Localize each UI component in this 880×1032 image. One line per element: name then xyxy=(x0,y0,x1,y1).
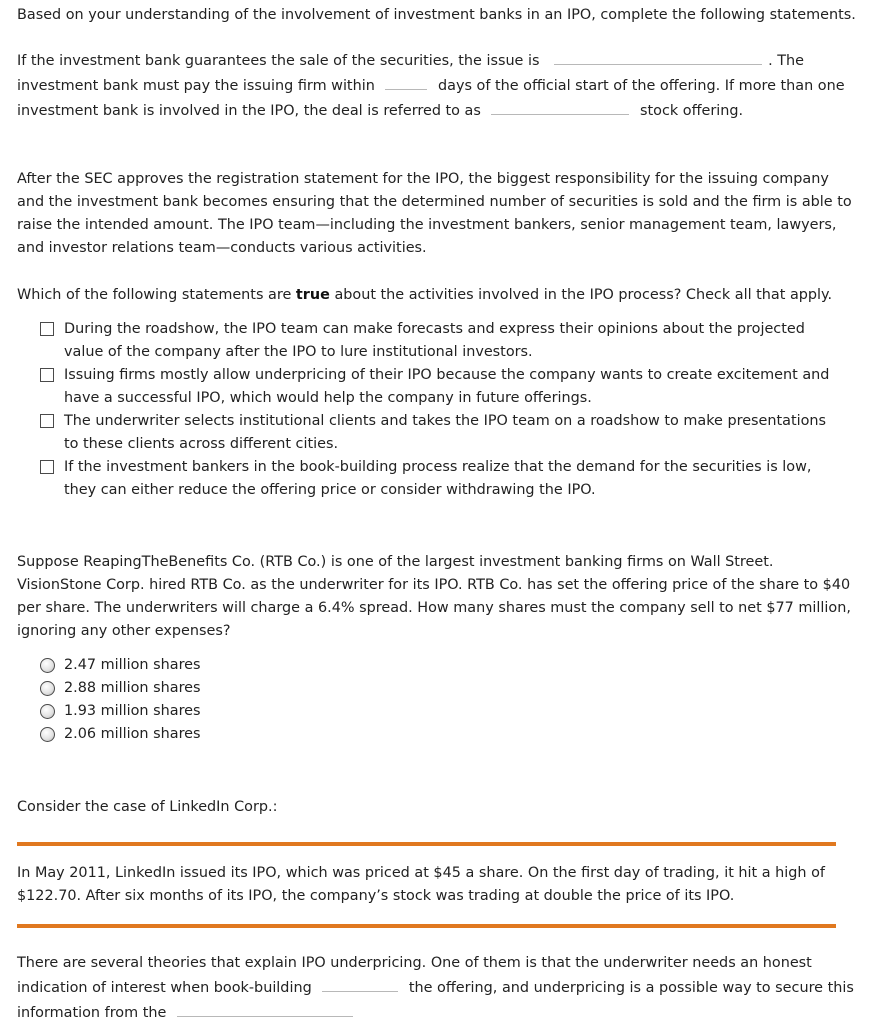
checkbox[interactable] xyxy=(40,414,54,428)
intro-sentence: Based on your understanding of the involvement of investment banks in an IPO, complete the following statements. xyxy=(17,7,856,23)
q2-prompt xyxy=(17,284,860,307)
top-divider xyxy=(17,842,836,846)
radio-button[interactable] xyxy=(40,704,55,719)
q3-option[interactable] xyxy=(40,700,840,723)
checkbox[interactable] xyxy=(40,368,54,382)
q2-option[interactable] xyxy=(40,318,840,364)
radio-button[interactable] xyxy=(40,658,55,673)
q3-prompt-text: Suppose ReapingTheBenefits Co. (RTB Co.) is one of the largest investment banking firms on Wall Street. VisionStone Corp. hired RTB Co. as the underwriter for its IPO. RTB Co. has set the offering price of the share to $40 per share. The underwriters will charge a 6.4% spread. How many shares must the company sell to net $77 million, ignoring any other expenses? xyxy=(17,554,851,639)
q3-option[interactable] xyxy=(40,654,840,677)
q1-part3: days of the official start of the offering. If more than one investment bank is involved in the IPO, the deal is referred to as xyxy=(17,78,845,119)
theories-part2: the offering, and underpricing is a possible way to secure this information from the xyxy=(17,980,854,1021)
option-label: The underwriter selects institutional clients and takes the IPO team on a roadshow to make presentations to these clients across different cities. xyxy=(64,413,827,452)
option-label: 2.06 million shares xyxy=(64,726,201,742)
sec-paragraph-text: After the SEC approves the registration statement for the IPO, the biggest responsibility for the issuing company and the investment bank becomes ensuring that the determined number of securities is sold and the firm is able to raise the intended amount. The IPO team—including the investment bankers, senior management team, lawyers, and investor relations team—conducts various activities. xyxy=(17,171,852,256)
q3-option[interactable] xyxy=(40,723,840,746)
q2-option[interactable] xyxy=(40,410,840,456)
q2-prompt-before: Which of the following statements are xyxy=(17,287,292,303)
information-source-blank[interactable] xyxy=(177,1000,353,1017)
radio-button[interactable] xyxy=(40,681,55,696)
days-blank[interactable] xyxy=(385,73,427,90)
theories-paragraph xyxy=(17,952,860,1025)
sec-paragraph xyxy=(17,168,860,260)
q3-prompt xyxy=(17,551,860,643)
q2-options xyxy=(40,318,840,502)
option-label: 2.88 million shares xyxy=(64,680,201,696)
linkedin-case-text: In May 2011, LinkedIn issued its IPO, which was priced at $45 a share. On the first day of trading, it hit a high of $122.70. After six months of its IPO, the company’s stock was trading at double the price of its IPO. xyxy=(17,865,825,904)
checkbox[interactable] xyxy=(40,322,54,336)
q1-part2: . The investment bank must pay the issuing firm within xyxy=(17,53,804,94)
linkedin-case xyxy=(17,862,860,908)
q1-fill-in xyxy=(17,48,860,123)
bottom-divider xyxy=(17,924,836,928)
intro-text xyxy=(17,4,860,27)
q3-option[interactable] xyxy=(40,677,840,700)
option-label: 2.47 million shares xyxy=(64,657,201,673)
q2-option[interactable] xyxy=(40,456,840,502)
theories-part1: There are several theories that explain IPO underpricing. One of them is that the underwriter needs an honest indication of interest when book-building xyxy=(17,955,812,996)
option-label: If the investment bankers in the book-building process realize that the demand for the securities is low, they can either reduce the offering price or consider withdrawing the IPO. xyxy=(64,459,812,498)
q2-prompt-after: about the activities involved in the IPO process? Check all that apply. xyxy=(334,287,833,303)
option-label: Issuing firms mostly allow underpricing of their IPO because the company wants to create excitement and have a successful IPO, which would help the company in future offerings. xyxy=(64,367,830,406)
q2-prompt-bold: true xyxy=(295,287,330,303)
option-label: During the roadshow, the IPO team can make forecasts and express their opinions about the projected value of the company after the IPO to lure institutional investors. xyxy=(64,321,805,360)
option-label: 1.93 million shares xyxy=(64,703,201,719)
q3-options xyxy=(40,654,840,746)
linkedin-heading xyxy=(17,796,860,819)
issue-type-blank[interactable] xyxy=(554,48,762,65)
q1-part4: stock offering. xyxy=(640,103,744,119)
linkedin-heading-text: Consider the case of LinkedIn Corp.: xyxy=(17,799,278,815)
checkbox[interactable] xyxy=(40,460,54,474)
radio-button[interactable] xyxy=(40,727,55,742)
q2-option[interactable] xyxy=(40,364,840,410)
offering-type-blank[interactable] xyxy=(491,98,629,115)
book-building-blank[interactable] xyxy=(322,975,398,992)
q1-part1: If the investment bank guarantees the sale of the securities, the issue is xyxy=(17,53,540,69)
